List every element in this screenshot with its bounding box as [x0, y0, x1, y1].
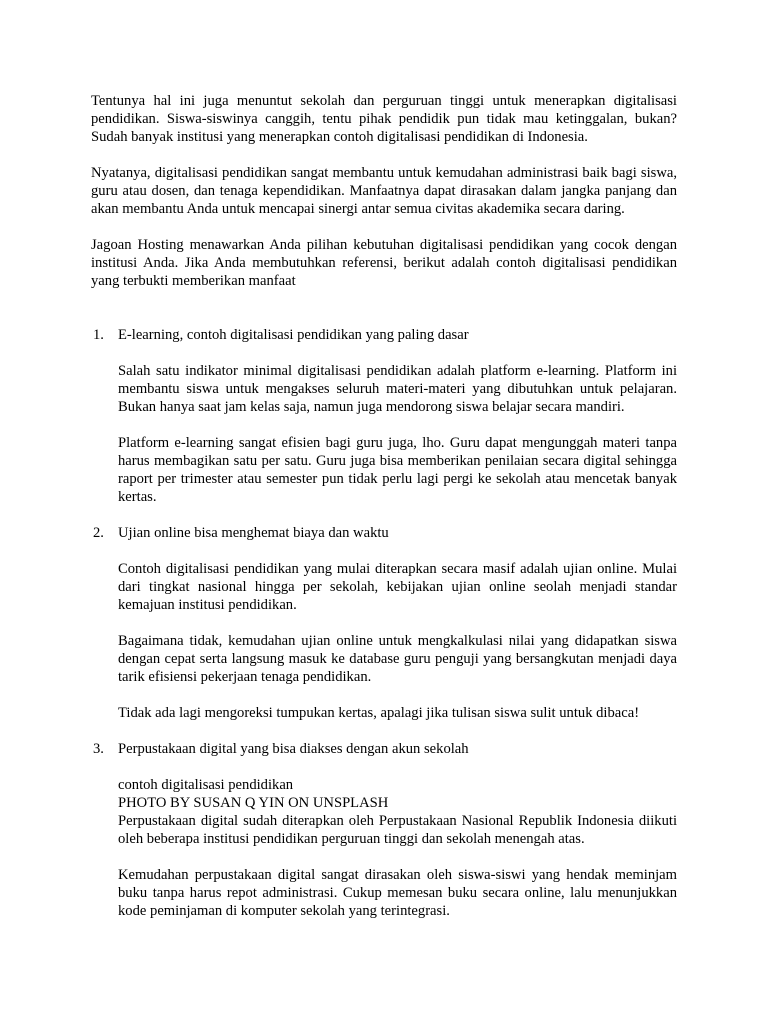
intro-paragraph-1: Tentunya hal ini juga menuntut sekolah dan perguruan tinggi untuk menerapkan digitalisasi pendidikan. Siswa-siswinya canggih, tentu pihak pendidik pun tidak mau ketinggalan, bukan? Sudah banyak institusi yang menerapkan contoh digitalisasi pendidikan di Indonesia. [91, 93, 677, 145]
photo-credit: PHOTO BY SUSAN Q YIN ON UNSPLASH [118, 795, 389, 811]
list-item-body [118, 560, 677, 722]
numbered-list [91, 326, 677, 920]
list-item-body [118, 362, 677, 506]
body-paragraph: Perpustakaan digital sudah diterapkan oleh Perpustakaan Nasional Republik Indonesia diikuti oleh beberapa institusi pendidikan perguruan tinggi dan sekolah menengah atas. [118, 813, 677, 847]
list-item-3 [91, 740, 677, 920]
list-item-1 [91, 326, 677, 506]
body-paragraph: Salah satu indikator minimal digitalisasi pendidikan adalah platform e-learning. Platform ini membantu siswa untuk mengakses seluruh materi-materi yang dibutuhkan untuk pelajaran. Bukan hanya saat jam kelas saja, namun juga mendorong siswa belajar secara mandiri. [118, 363, 677, 415]
body-paragraph: Platform e-learning sangat efisien bagi guru juga, lho. Guru dapat mengunggah materi tanpa harus membagikan satu per satu. Guru juga bisa memberikan penilaian secara digital sehingga raport per trimester atau semester pun tidak perlu lagi pergi ke sekolah atau mencetak banyak kertas. [118, 435, 677, 505]
body-paragraph: Tidak ada lagi mengoreksi tumpukan kertas, apalagi jika tulisan siswa sulit untuk dibaca! [118, 705, 640, 721]
intro-paragraph-3: Jagoan Hosting menawarkan Anda pilihan kebutuhan digitalisasi pendidikan yang cocok dengan institusi Anda. Jika Anda membutuhkan referensi, berikut adalah contoh digitalisasi pendidikan yang terbukti memberikan manfaat [91, 237, 677, 289]
intro-paragraph-2: Nyatanya, digitalisasi pendidikan sangat membantu untuk kemudahan administrasi baik bagi siswa, guru atau dosen, dan tenaga kependidikan. Manfaatnya dapat dirasakan dalam jangka panjang dan akan membantu Anda untuk mencapai sinergi antar semua civitas akademika secara daring. [91, 165, 677, 217]
body-paragraph: Contoh digitalisasi pendidikan yang mulai diterapkan secara masif adalah ujian online. Mulai dari tingkat nasional hingga per sekolah, kebijakan ujian online seolah menjadi standar kemajuan institusi pendidikan. [118, 561, 677, 613]
list-number: 2. [93, 525, 104, 541]
list-item-title: Perpustakaan digital yang bisa diakses dengan akun sekolah [118, 741, 469, 757]
list-item-2 [91, 524, 677, 722]
body-paragraph: Kemudahan perpustakaan digital sangat dirasakan oleh siswa-siswi yang hendak meminjam buku tanpa harus repot administrasi. Cukup memesan buku secara online, lalu menunjukkan kode peminjaman di komputer sekolah yang terintegrasi. [118, 867, 677, 919]
body-paragraph: Bagaimana tidak, kemudahan ujian online untuk mengkalkulasi nilai yang didapatkan siswa dengan cepat serta langsung masuk ke database guru penguji yang bersangkutan menjadi daya tarik efisiensi pekerjaan tenaga pendidikan. [118, 633, 677, 685]
list-item-body [118, 776, 677, 920]
list-item-title: Ujian online bisa menghemat biaya dan waktu [118, 525, 389, 541]
image-caption: contoh digitalisasi pendidikan [118, 777, 294, 793]
list-number: 1. [93, 327, 104, 343]
list-number: 3. [93, 741, 104, 757]
list-item-title: E-learning, contoh digitalisasi pendidikan yang paling dasar [118, 327, 469, 343]
